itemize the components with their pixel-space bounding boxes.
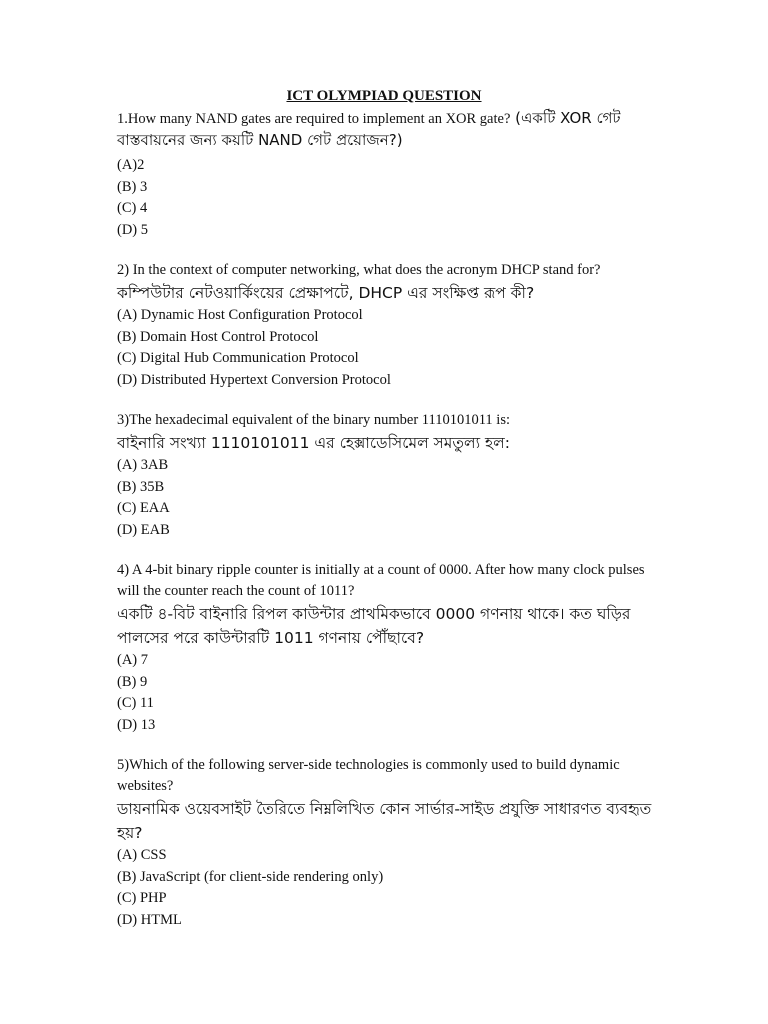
- question-4-english: 4) A 4-bit binary ripple counter is initially at a count of 0000. After how many clock pulses will the counter reach the count of 1011?: [117, 562, 645, 599]
- question-1: [117, 108, 657, 241]
- question-3-option-c: (C) EAA: [117, 500, 170, 516]
- question-2: [117, 260, 657, 391]
- question-1-english: 1.How many NAND gates are required to implement an XOR gate?: [117, 111, 511, 127]
- question-4-option-d: (D) 13: [117, 716, 156, 733]
- question-4: [117, 560, 657, 736]
- question-3: [117, 410, 657, 541]
- question-5: [117, 755, 657, 931]
- question-5-english: 5)Which of the following server-side technologies is commonly used to build dynamic websites?: [117, 757, 620, 794]
- question-5-option-d: (D) HTML: [117, 911, 182, 928]
- question-3-option-d: (D) EAB: [117, 521, 170, 538]
- question-2-option-c: (C) Digital Hub Communication Protocol: [117, 350, 359, 366]
- question-2-option-b: (B) Domain Host Control Protocol: [117, 328, 319, 345]
- question-3-option-b: (B) 35B: [117, 478, 165, 495]
- question-4-option-b: (B) 9: [117, 673, 148, 690]
- question-2-english: 2) In the context of computer networking, what does the acronym DHCP stand for?: [117, 262, 601, 278]
- question-4-bangla: একটি ৪-বিট বাইনারি রিপল কাউন্টার প্রাথমিকভাবে 0000 গণনায় থাকে। কত ঘড়ির পালসের পরে কাউন্টারটি 1011 গণনায় পৌঁছাবে?: [117, 605, 631, 647]
- question-1-option-c: (C) 4: [117, 200, 148, 216]
- page-title: ICT OLYMPIAD QUESTION: [286, 88, 482, 104]
- question-1-option-b: (B) 3: [117, 178, 148, 195]
- question-1-option-d: (D) 5: [117, 221, 149, 238]
- question-2-bangla: কম্পিউটার নেটওয়ার্কিংয়ের প্রেক্ষাপটে, DHCP এর সংক্ষিপ্ত রূপ কী?: [117, 284, 535, 302]
- question-5-option-a: (A) CSS: [117, 847, 167, 863]
- question-1-text: [117, 108, 657, 152]
- question-5-option-b: (B) JavaScript (for client-side rendering only): [117, 868, 384, 885]
- question-4-option-a: (A) 7: [117, 652, 149, 668]
- question-3-english: 3)The hexadecimal equivalent of the binary number 1110101011 is:: [117, 412, 510, 428]
- question-3-bangla: বাইনারি সংখ্যা 1110101011 এর হেক্সাডেসিমেল সমতুল্য হল:: [117, 434, 510, 452]
- question-1-bangla: (একটি XOR গেট বাস্তবায়নের জন্য কয়টি NAND গেট প্রয়োজন?): [117, 109, 621, 149]
- question-1-option-a: (A)2: [117, 157, 145, 173]
- question-2-option-a: (A) Dynamic Host Configuration Protocol: [117, 307, 363, 323]
- question-4-option-c: (C) 11: [117, 695, 154, 711]
- question-5-option-c: (C) PHP: [117, 890, 167, 906]
- question-3-option-a: (A) 3AB: [117, 457, 169, 473]
- question-2-option-d: (D) Distributed Hypertext Conversion Protocol: [117, 371, 391, 388]
- question-5-bangla: ডায়নামিক ওয়েবসাইট তৈরিতে নিম্নলিখিত কোন সার্ভার-সাইড প্রযুক্তি সাধারণত ব্যবহৃত হয়?: [117, 800, 652, 842]
